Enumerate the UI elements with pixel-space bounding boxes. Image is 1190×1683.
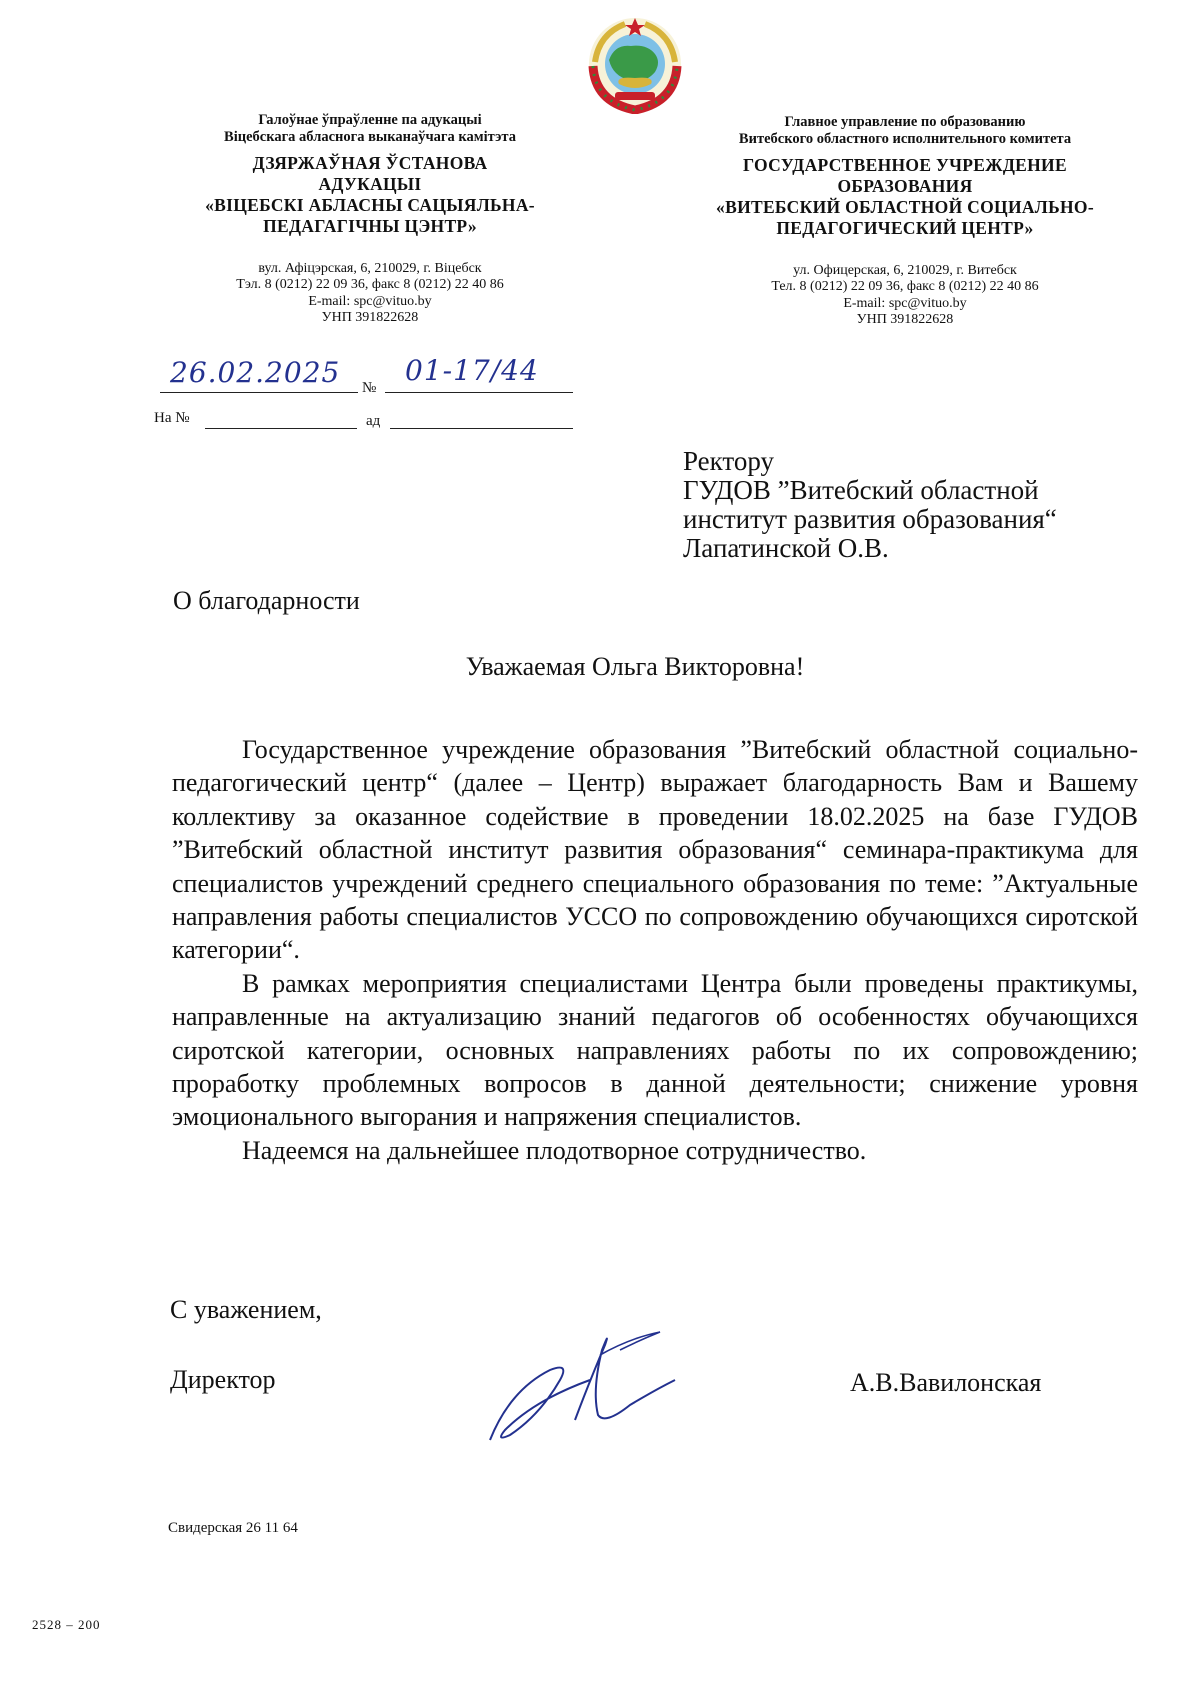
salutation: Уважаемая Ольга Викторовна! [465, 652, 805, 681]
phone: Тел. 8 (0212) 22 09 36, факс 8 (0212) 22 40 86 [771, 279, 1039, 295]
org-line-2: АДУКАЦЫІ [318, 173, 422, 194]
ministry-line-1: Главное управление по образованию [784, 114, 1026, 130]
email: E-mail: spc@vituo.by [308, 293, 432, 309]
letter-body [172, 733, 1138, 1167]
signature [480, 1320, 680, 1450]
org-line-1: ГОСУДАРСТВЕННОЕ УЧРЕЖДЕНИЕ [743, 154, 1067, 175]
registration-date: 26.02.2025 [170, 356, 341, 389]
body-paragraph-3: Надеемся на дальнейшее плодотворное сотрудничество. [242, 1135, 867, 1165]
header-belarusian [160, 112, 580, 327]
coat-of-arms-emblem [585, 14, 685, 114]
addressee-block [683, 447, 1057, 563]
signatory-name: А.В.Вавилонская [850, 1368, 1042, 1397]
org-line-4: ПЕДАГАГІЧНЫ ЦЭНТР» [263, 215, 477, 236]
closing: С уважением, [170, 1295, 322, 1324]
number-line [385, 392, 573, 393]
email: E-mail: spc@vituo.by [843, 295, 967, 311]
belarus-coat-of-arms-icon [585, 14, 685, 114]
ref-number-label: На № [154, 410, 190, 426]
org-line-3: «ВИТЕБСКИЙ ОБЛАСТНОЙ СОЦИАЛЬНО- [716, 196, 1094, 217]
org-line-1: ДЗЯРЖАЎНАЯ ЎСТАНОВА [252, 152, 488, 173]
ministry-line-2: Віцебскага абласнога выканаўчага камітэта [224, 129, 516, 146]
letter-subject: О благодарности [173, 586, 360, 615]
body-paragraph-2: В рамках мероприятия специалистами Центра были проведены практикумы, направленные на актуализацию знаний педагогов об особенностях обучающихся сиротской категории, основных направлениях работы по их сопровождению; проработку проблемных вопросов в данной деятельности; снижение уровня эмоционального выгорания и напряжения специалистов. [172, 968, 1138, 1132]
org-line-2: ОБРАЗОВАНИЯ [837, 175, 973, 196]
addressee-line-3: институт развития образования“ [683, 504, 1057, 534]
unp: УНП 391822628 [321, 310, 419, 326]
ref-from-line [390, 428, 573, 429]
ref-number-line [205, 428, 357, 429]
addressee-line-4: Лапатинской О.В. [683, 533, 889, 563]
form-code: 2528 – 200 [32, 1617, 101, 1632]
ref-from-label: ад [366, 413, 381, 429]
address: вул. Афіцэрская, 6, 210029, г. Віцебск [258, 260, 482, 276]
phone: Тэл. 8 (0212) 22 09 36, факс 8 (0212) 22 40 86 [236, 277, 504, 293]
date-line [160, 392, 358, 393]
org-line-3: «ВІЦЕБСКІ АБЛАСНЫ САЦЫЯЛЬНА- [205, 194, 535, 215]
unp: УНП 391822628 [856, 312, 954, 328]
handwritten-signature-icon [480, 1320, 680, 1450]
org-line-4: ПЕДАГОГИЧЕСКИЙ ЦЕНТР» [776, 217, 1034, 238]
addressee-line-2: ГУДОВ ”Витебский областной [683, 475, 1039, 505]
ministry-line-2: Витебского областного исполнительного комитета [738, 131, 1072, 148]
executor-info: Свидерская 26 11 64 [168, 1520, 298, 1536]
registration-number: 01-17/44 [405, 354, 539, 387]
address: ул. Офицерская, 6, 210029, г. Витебск [793, 262, 1017, 278]
number-label: № [362, 380, 377, 396]
header-russian [695, 114, 1115, 329]
addressee-line-1: Ректору [683, 446, 774, 476]
signatory-position: Директор [170, 1365, 276, 1394]
ministry-line-1: Галоўнае ўпраўленне па адукацыі [258, 112, 482, 128]
body-paragraph-1: Государственное учреждение образования ”Витебский областной социально-педагогический центр“ (далее – Центр) выражает благодарность Вам и Вашему коллективу за оказанное содействие в проведении 18.02.2025 на базе ГУДОВ ”Витебский областной институт развития образования“ семинара-практикума для специалистов учреждений среднего специального образования по теме: ”Актуальные направления работы специалистов УССО по сопровождению обучающихся сиротской категории“. [172, 735, 1138, 965]
